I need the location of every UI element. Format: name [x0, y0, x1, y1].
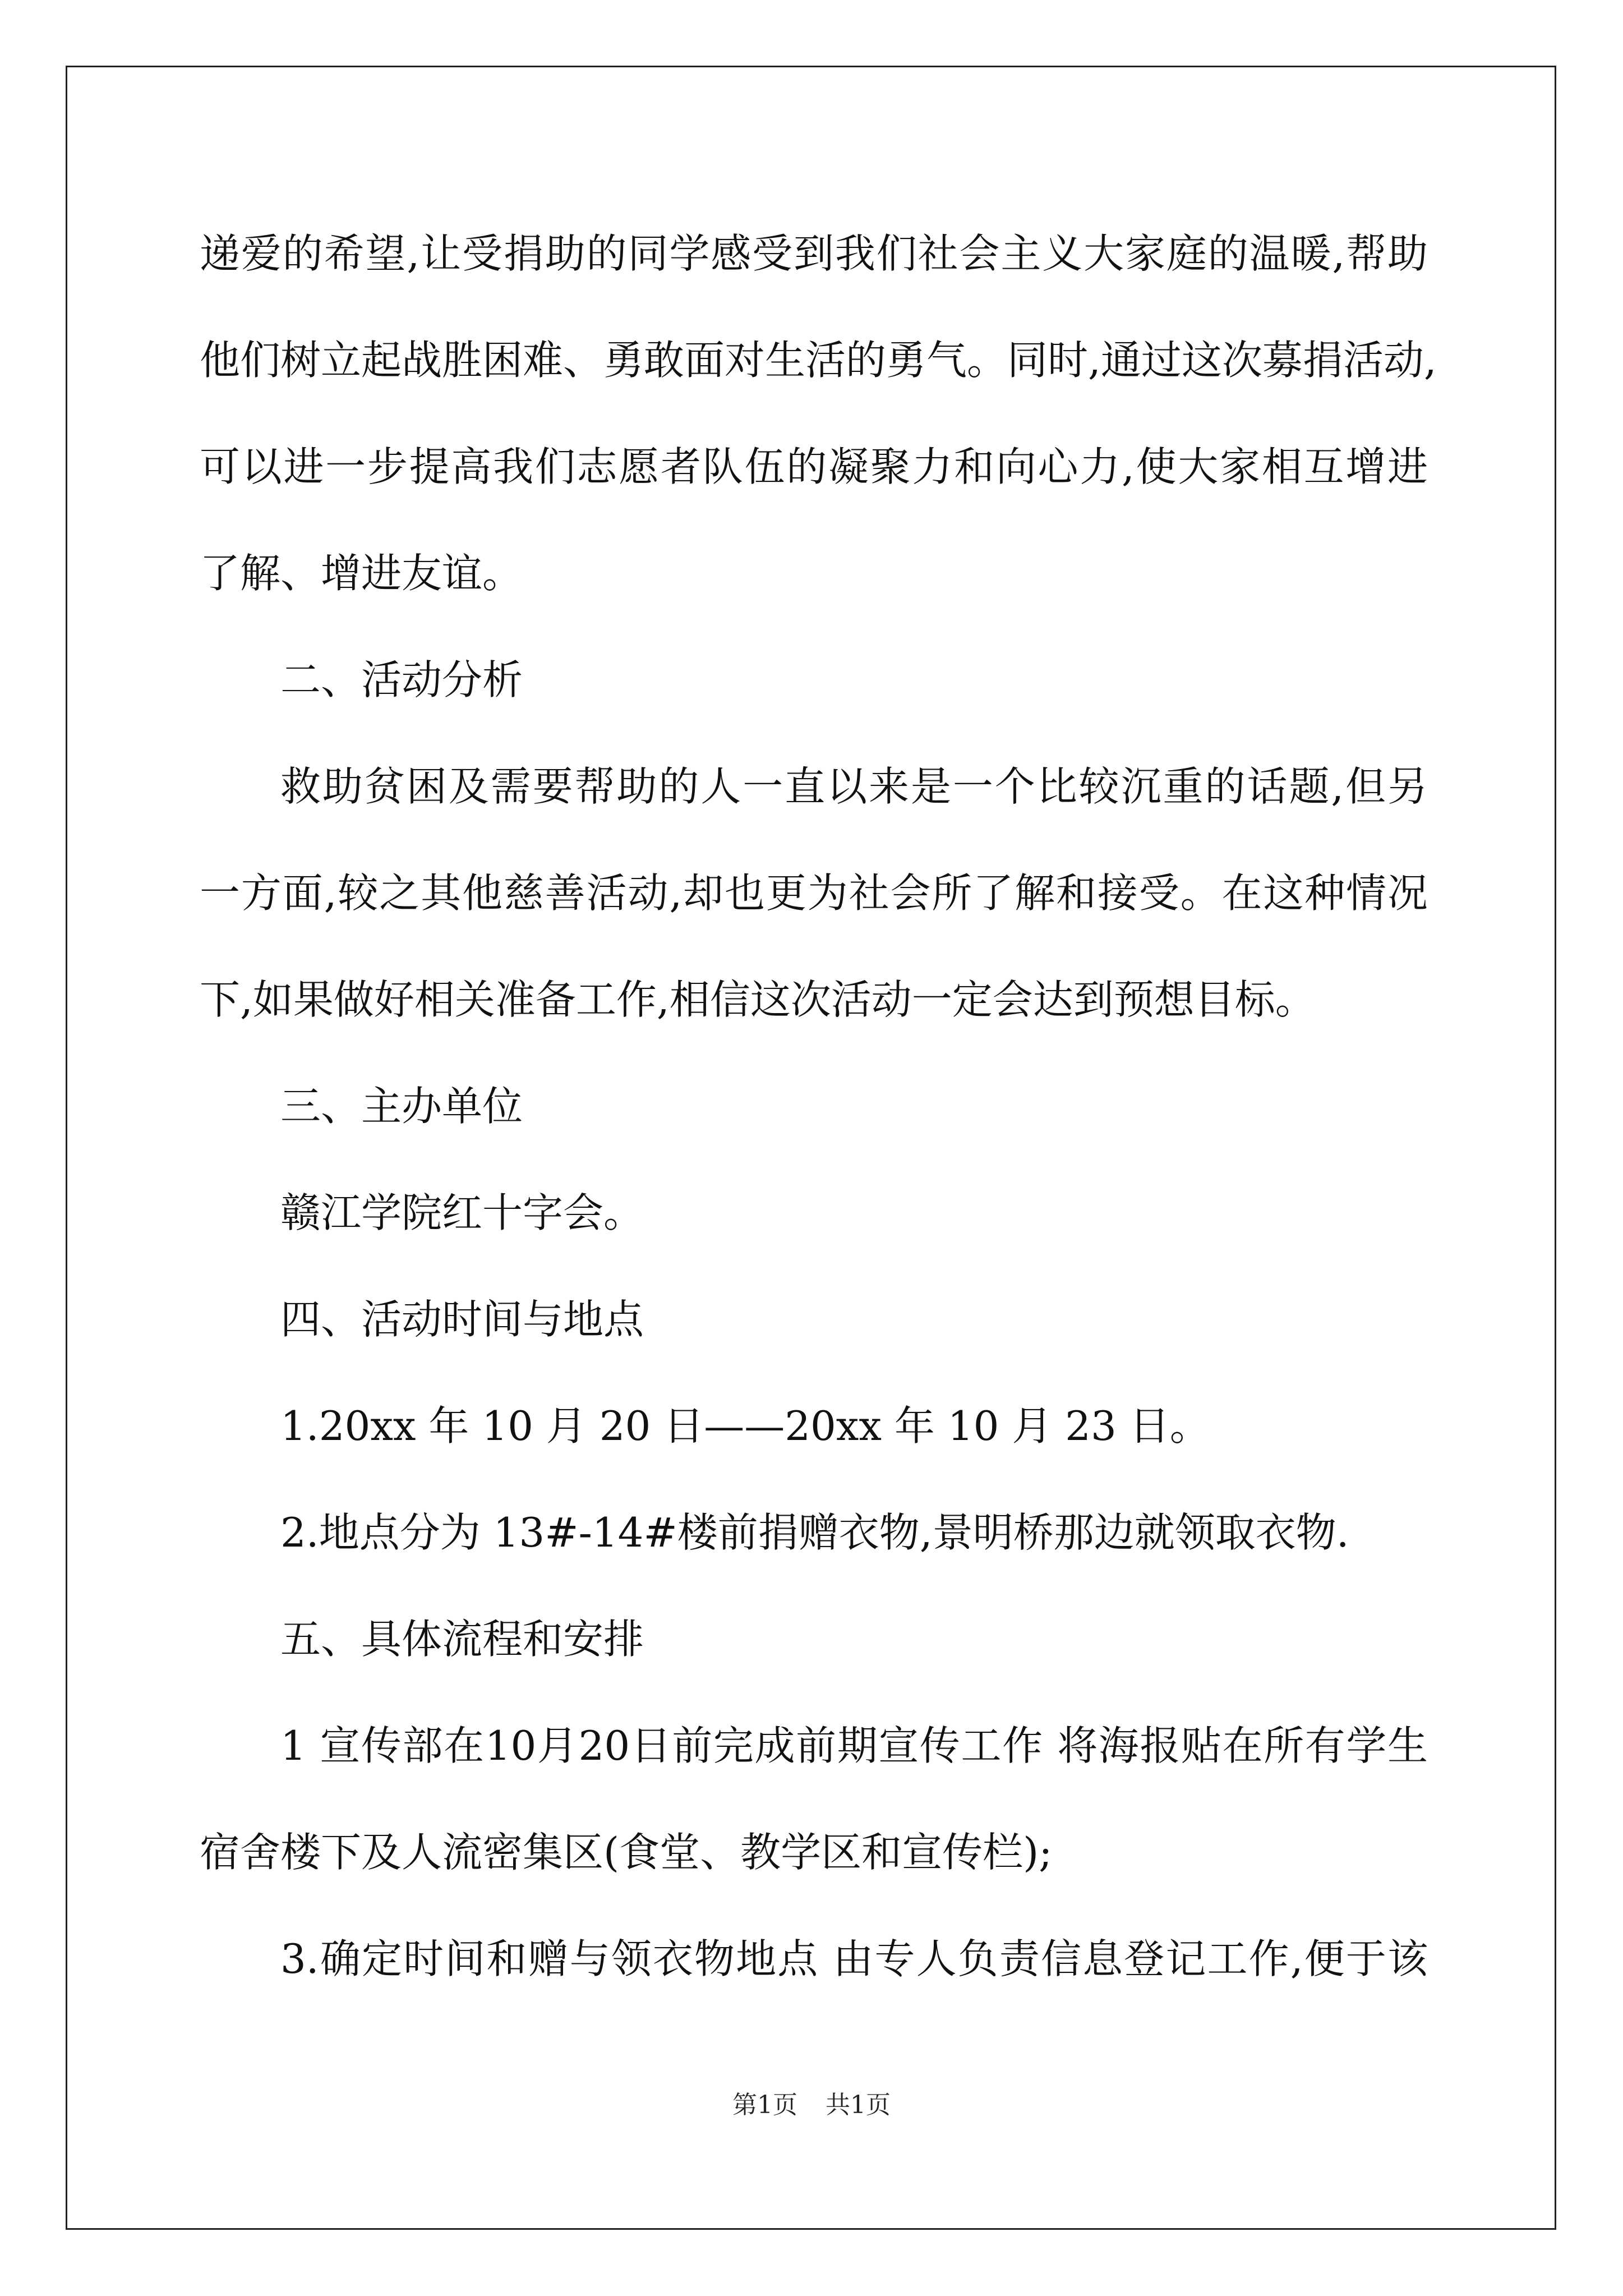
paragraph-line: 一方面,较之其他慈善活动,却也更为社会所了解和接受。在这种情况 [200, 869, 1428, 917]
paragraph-line: 他们树立起战胜困难、勇敢面对生活的勇气。同时,通过这次募捐活动, [200, 337, 1437, 384]
list-item: 3.确定时间和赠与领衣物地点 由专人负责信息登记工作,便于该 [280, 1935, 1428, 1982]
page-total: 共1页 [826, 2091, 891, 2119]
section-heading: 四、活动时间与地点 [280, 1296, 644, 1343]
section-heading: 二、活动分析 [280, 656, 523, 703]
section-heading: 五、具体流程和安排 [280, 1616, 644, 1663]
paragraph-line: 救助贫困及需要帮助的人一直以来是一个比较沉重的话题,但另 [280, 763, 1428, 810]
list-item: 1.20xx 年 10 月 20 日——20xx 年 10 月 23 日。 [280, 1402, 1210, 1450]
paragraph-line: 下,如果做好相关准备工作,相信这次活动一定会达到预想目标。 [200, 976, 1316, 1023]
paragraph-line: 赣江学院红十字会。 [280, 1189, 644, 1236]
paragraph-line: 了解、增进友谊。 [200, 550, 523, 597]
page-number: 第1页 [732, 2091, 797, 2119]
paragraph-line: 可以进一步提高我们志愿者队伍的凝聚力和向心力,使大家相互增进 [200, 443, 1428, 490]
section-heading: 三、主办单位 [280, 1083, 523, 1130]
paragraph-line: 递爱的希望,让受捐助的同学感受到我们社会主义大家庭的温暖,帮助 [200, 230, 1428, 277]
document-body [200, 214, 1437, 2026]
page-footer [0, 2088, 1623, 2122]
list-item: 2.地点分为 13#-14#楼前捐赠衣物,景明桥那边就领取衣物. [280, 1509, 1349, 1556]
paragraph-line: 宿舍楼下及人流密集区(食堂、教学区和宣传栏); [200, 1829, 1053, 1876]
list-item: 1 宣传部在10月20日前完成前期宣传工作 将海报贴在所有学生 [280, 1722, 1428, 1769]
